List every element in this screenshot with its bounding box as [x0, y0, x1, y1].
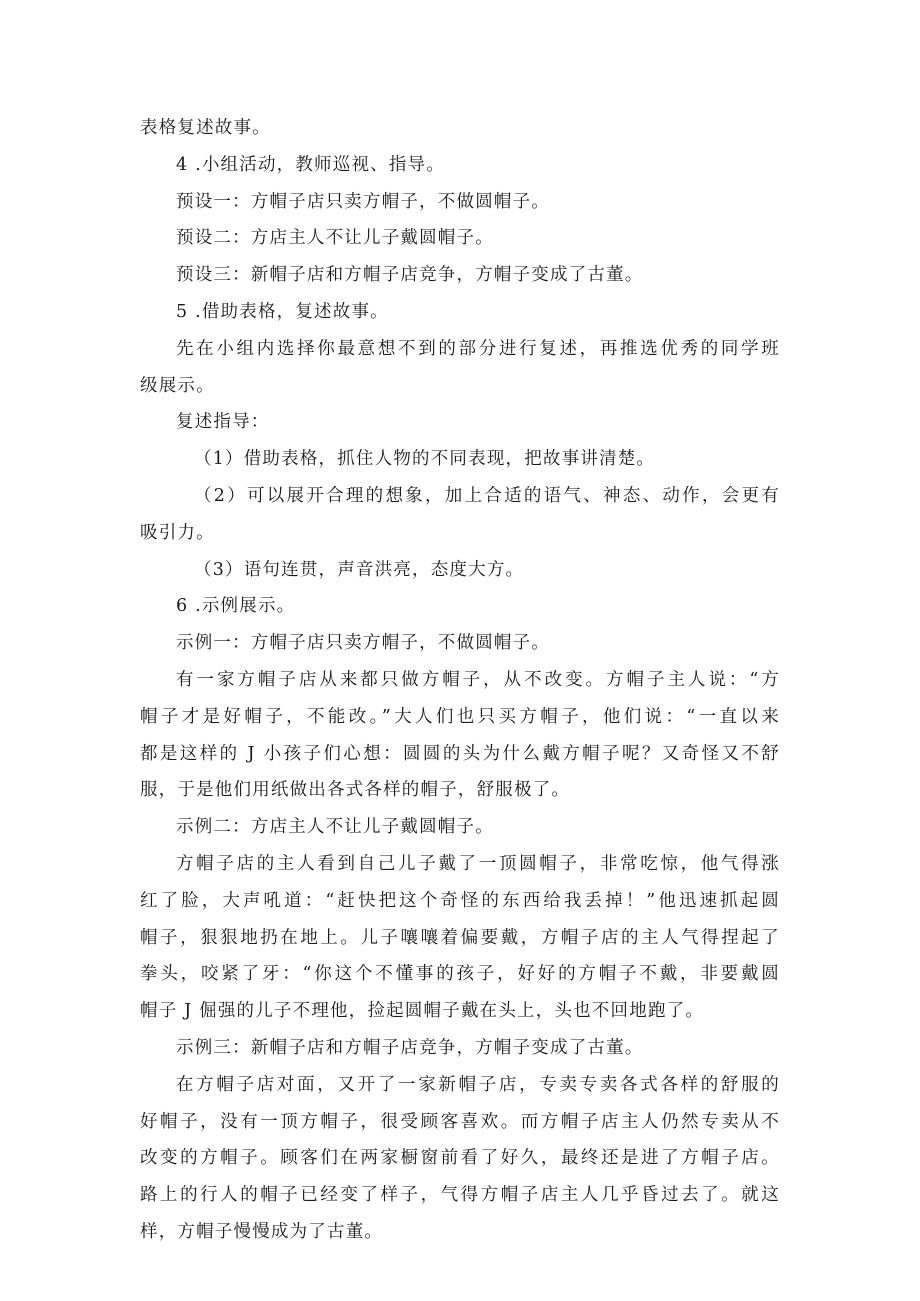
- text-line: 帽子才是好帽子，不能改。”大人们也只买方帽子，他们说：“一直以来: [140, 706, 780, 727]
- text-line: 服，于是他们用纸做出各式各样的帽子，舒服极了。: [140, 780, 571, 801]
- guidance-item-3: （3）语句连贯，声音洪亮，态度大方。: [194, 559, 525, 580]
- text-line: 级展示。: [140, 375, 215, 396]
- example-three-heading: 示例三：新帽子店和方帽子店竞争，方帽子变成了古董。: [176, 1037, 644, 1058]
- document-body: [140, 110, 780, 1251]
- text-line: 都是这样的 J 小孩子们心想：圆圆的头为什么戴方帽子呢？又奇怪又不舒: [140, 743, 780, 764]
- guidance-item-1: （1）借助表格，抓住人物的不同表现，把故事讲清楚。: [194, 449, 656, 470]
- guidance-item-2: （2）可以展开合理的想象，加上合适的语气、神态、动作，会更有: [194, 485, 780, 506]
- text-line: 在方帽子店对面，又开了一家新帽子店，专卖专卖各式各样的舒服的: [176, 1074, 780, 1095]
- step-5-heading: 5 .借助表格，复述故事。: [176, 301, 389, 322]
- step-6-heading: 6 .示例展示。: [176, 596, 296, 617]
- preset-three: 预设三：新帽子店和方帽子店竞争，方帽子变成了古董。: [176, 265, 644, 286]
- text-line: 先在小组内选择你最意想不到的部分进行复述，再推选优秀的同学班: [176, 338, 780, 359]
- text-line: 好帽子，没有一顶方帽子，很受顾客喜欢。而方帽子店主人仍然专卖从不: [140, 1111, 780, 1132]
- text-line: 样，方帽子慢慢成为了古董。: [140, 1221, 384, 1242]
- text-line: 帽子，狠狠地扔在地上。儿子嚷嚷着偏要戴，方帽子店的主人气得捏起了: [140, 927, 780, 948]
- text-line: 方帽子店的主人看到自己儿子戴了一顶圆帽子，非常吃惊，他气得涨: [176, 853, 780, 874]
- text-line: 表格复述故事。: [140, 118, 271, 138]
- preset-one: 预设一：方帽子店只卖方帽子，不做圆帽子。: [176, 191, 550, 212]
- text-line: 改变的方帽子。顾客们在两家橱窗前看了好久，最终还是进了方帽子店。: [140, 1148, 780, 1169]
- text-line: 帽子 J 倔强的儿子不理他，捡起圆帽子戴在头上，头也不回地跑了。: [140, 1001, 705, 1022]
- text-line: 吸引力。: [140, 522, 215, 543]
- example-one-heading: 示例一：方帽子店只卖方帽子，不做圆帽子。: [176, 633, 550, 654]
- text-line: 红了脸，大声吼道：“赶快把这个奇怪的东西给我丢掉！”他迅速抓起圆: [140, 890, 780, 911]
- preset-two: 预设二：方店主人不让儿子戴圆帽子。: [176, 228, 494, 249]
- guidance-heading: 复述指导：: [176, 412, 270, 433]
- text-line: 路上的行人的帽子已经变了样子，气得方帽子店主人几乎昏过去了。就这: [140, 1185, 780, 1206]
- text-line: 有一家方帽子店从来都只做方帽子，从不改变。方帽子主人说：“方: [176, 669, 780, 690]
- example-two-heading: 示例二：方店主人不让儿子戴圆帽子。: [176, 817, 494, 838]
- text-line: 拳头，咬紧了牙：“你这个不懂事的孩子，好好的方帽子不戴，非要戴圆: [140, 964, 780, 985]
- step-4-heading: 4 .小组活动，教师巡视、指导。: [176, 154, 445, 175]
